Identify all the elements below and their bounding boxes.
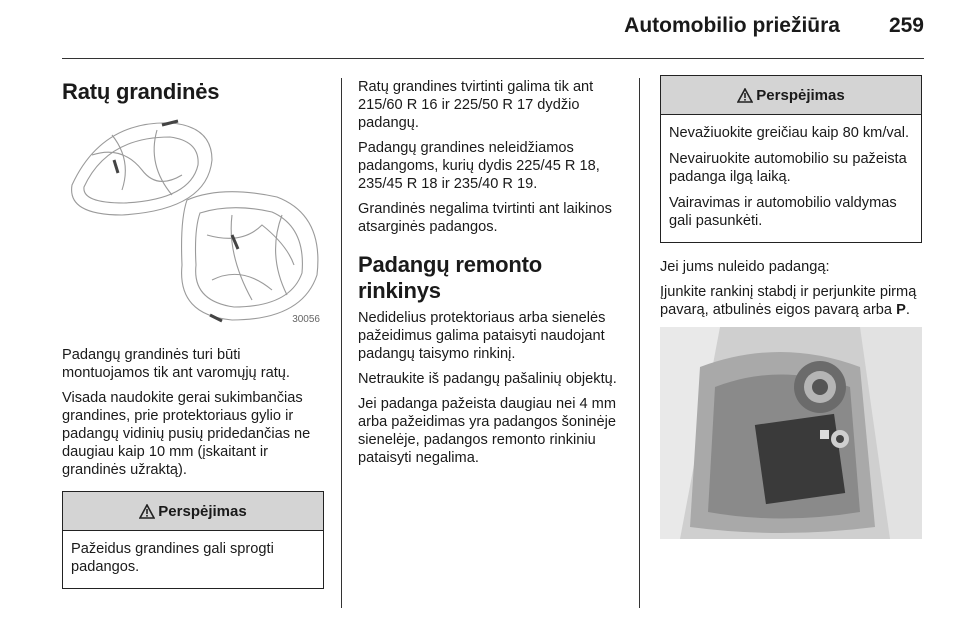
page-number: 259 [888, 14, 924, 37]
warning-text: Nevairuokite automobilio su pažeista padanga ilgą laiką. [669, 151, 907, 185]
warning-triangle-icon [139, 504, 155, 519]
column-3 [660, 60, 922, 539]
paragraph: Ratų grandines tvirtinti galima tik ant 215/60 R 16 ir 225/50 R 17 dydžio padangų. [358, 79, 594, 131]
paragraph: Padangų grandinės turi būti montuojamos tik ant varomųjų ratų. [62, 347, 290, 381]
warning-triangle-icon [737, 88, 753, 103]
repair-kit-photo-drawing [660, 327, 922, 539]
warning-text: Nevažiuokite greičiau kaip 80 km/val. [669, 125, 910, 141]
paragraph: Nedidelius protektoriaus arba sienelės pažeidimus galima pataisyti naudojant padangų taisymo rinkinį. [358, 310, 606, 362]
repair-kit-photo [660, 327, 922, 539]
paragraph: Grandinės negalima tvirtinti ant laikinos atsarginės padangos. [358, 201, 612, 235]
column-1 [62, 60, 324, 589]
warning-header [661, 76, 921, 115]
paragraph: Visada naudokite gerai sukimbančias grandines, prie protektoriaus gylio ir padangų vidinių pusių pridedančias ne daugiau kaip 10 mm (įskaitant ir grandinės užraktą). [62, 390, 311, 478]
paragraph: Įjunkite rankinį stabdį ir perjunkite pirmą pavarą, atbulinės eigos pavarą arba P. [660, 284, 917, 318]
paragraph: Jei jums nuleido padangą: [660, 259, 830, 275]
section-heading-chains: Ratų grandinės [62, 79, 220, 104]
paragraph: Padangų grandines neleidžiamos padangoms, kurių dydis 225/45 R 18, 235/45 R 18 ir 235/40 R 19. [358, 140, 600, 192]
warning-text: Pažeidus grandines gali sprogti padangos. [71, 541, 274, 575]
warning-header [63, 492, 323, 531]
warning-title: Perspėjimas [756, 86, 845, 104]
section-heading-repair-kit: Padangų remonto rinkinys [358, 252, 543, 303]
paragraph: Jei padanga pažeista daugiau nei 4 mm arba pažeidimas yra padangos šoninėje sienelėje, padangos remonto rinkiniu pataisyti negalima. [358, 396, 616, 466]
warning-text: Vairavimas ir automobilio valdymas gali pasunkėti. [669, 195, 897, 229]
column-divider-1 [341, 78, 342, 608]
header-divider [62, 58, 924, 59]
snow-chains-illustration [62, 115, 324, 327]
paragraph: Netraukite iš padangų pašalinių objektų. [358, 371, 617, 387]
warning-box [62, 491, 324, 589]
warning-title: Perspėjimas [158, 502, 247, 520]
warning-box [660, 75, 922, 243]
column-2 [358, 60, 626, 474]
column-divider-2 [639, 78, 640, 608]
snow-chains-drawing [62, 115, 324, 327]
running-header-title: Automobilio priežiūra [624, 14, 840, 37]
figure-number: 30056 [292, 314, 320, 325]
